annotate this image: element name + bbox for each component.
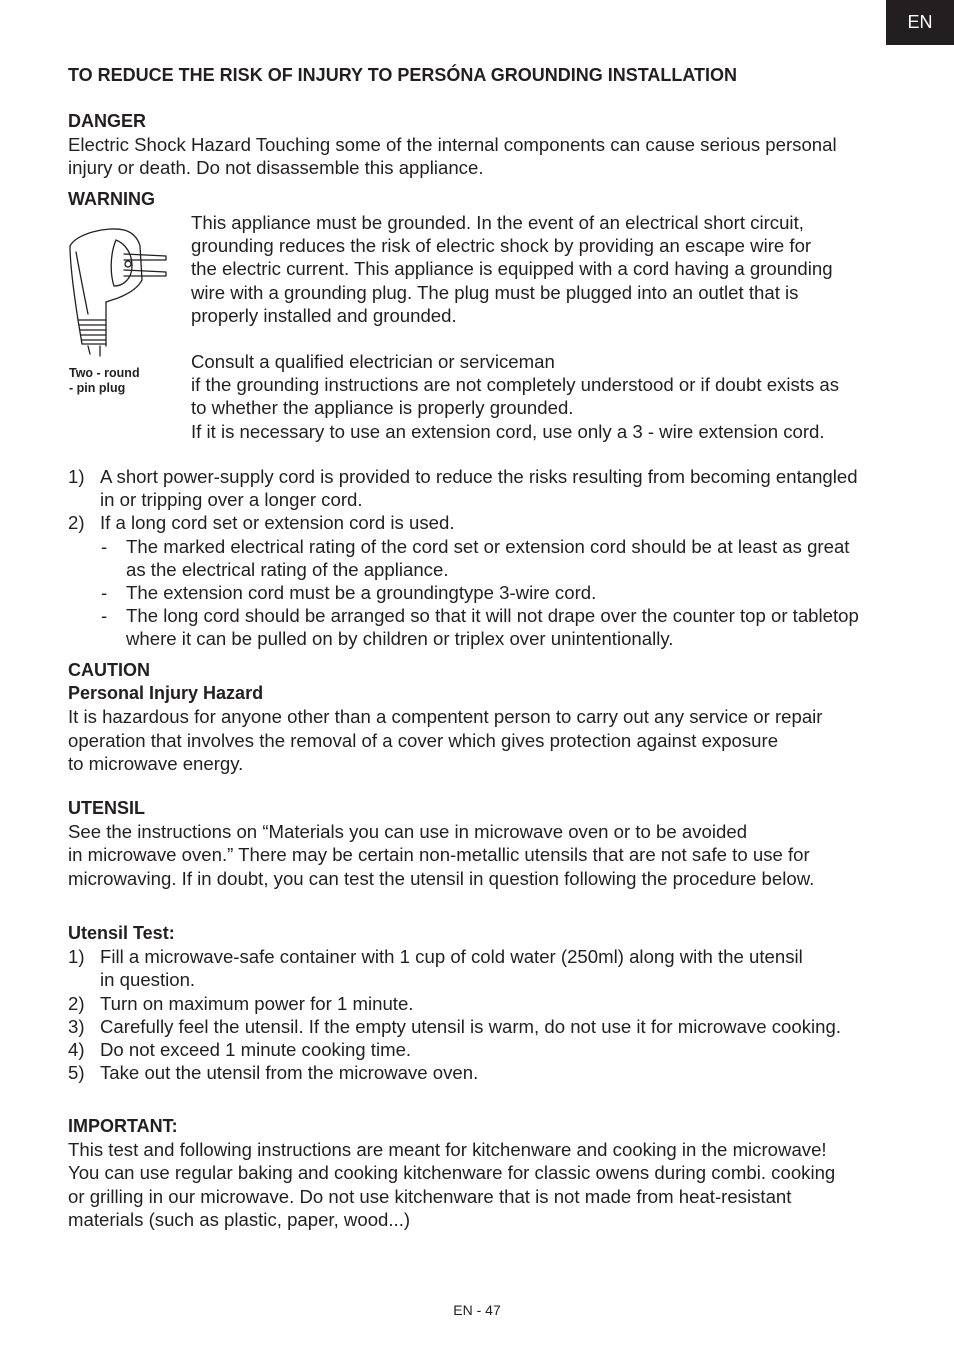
grounding-plug-illustration — [66, 224, 172, 360]
caution-line: It is hazardous for anyone other than a compentent person to carry out any service or repair — [68, 706, 823, 728]
list-number: 5) — [68, 1062, 85, 1084]
utensil-line: in microwave oven.” There may be certain non-metallic utensils that are not safe to use for — [68, 844, 810, 866]
spacer — [191, 327, 881, 350]
list-line: Fill a microwave-safe container with 1 cup of cold water (250ml) along with the utensil — [100, 946, 803, 968]
warning-line: Consult a qualified electrician or serviceman — [191, 351, 555, 373]
important-heading: IMPORTANT: — [68, 1116, 178, 1136]
plug-caption — [69, 366, 140, 396]
caution-line: operation that involves the removal of a cover which gives protection against exposure — [68, 729, 779, 751]
caution-line: to microwave energy. — [68, 752, 244, 774]
warning-line: if the grounding instructions are not completely understood or if doubt exists as — [191, 374, 840, 396]
list-number: 3) — [68, 1015, 85, 1037]
dash-marker: - — [101, 582, 108, 604]
list-line: The long cord should be arranged so that it will not drape over the counter top or tabletop — [126, 605, 859, 627]
list-line: Carefully feel the utensil. If the empty utensil is warm, do not use it for microwave cooking. — [100, 1015, 841, 1037]
important-line: You can use regular baking and cooking kitchenware for classic owens during combi. cooking — [68, 1162, 836, 1184]
list-line: in or tripping over a longer cord. — [100, 489, 363, 511]
page-title: TO REDUCE THE RISK OF INJURY TO PERSÓNA GROUNDING INSTALLATION — [68, 65, 738, 85]
list-item — [68, 1038, 888, 1061]
list-line: The marked electrical rating of the cord set or extension cord should be at least as great — [126, 535, 850, 557]
utensil-line: See the instructions on “Materials you can use in microwave oven or to be avoided — [68, 821, 748, 843]
important-line: This test and following instructions are meant for kitchenware and cooking in the microwave! — [68, 1139, 827, 1161]
list-item — [68, 1015, 888, 1038]
dash-marker: - — [101, 535, 108, 557]
plug-caption-line: - pin plug — [69, 381, 126, 395]
warning-line: grounding reduces the risk of electric shock by providing an escape wire for — [191, 235, 812, 257]
warning-heading: WARNING — [68, 189, 155, 209]
language-tab: EN — [886, 0, 954, 45]
important-section — [68, 1115, 888, 1231]
utensil-section — [68, 797, 888, 890]
dash-marker: - — [101, 605, 108, 627]
list-number: 1) — [68, 466, 85, 487]
dash-item — [68, 604, 888, 650]
list-line: A short power-supply cord is provided to reduce the risks resulting from becoming entangled — [100, 466, 858, 487]
list-item — [68, 511, 888, 534]
dash-item — [68, 581, 888, 604]
list-line: Turn on maximum power for 1 minute. — [100, 992, 414, 1014]
list-line: in question. — [100, 969, 196, 991]
caution-subheading: Personal Injury Hazard — [68, 683, 264, 704]
warning-text — [191, 211, 881, 443]
utensil-test-heading: Utensil Test: — [68, 923, 175, 943]
warning-line: This appliance must be grounded. In the event of an electrical short circuit, — [191, 212, 804, 233]
danger-section — [68, 110, 888, 180]
utensil-line: microwaving. If in doubt, you can test the utensil in question following the procedure below. — [68, 867, 815, 889]
list-number: 1) — [68, 946, 85, 968]
caution-section — [68, 659, 888, 775]
list-item — [68, 945, 888, 991]
warning-line: the electric current. This appliance is equipped with a cord having a grounding — [191, 258, 833, 280]
danger-heading: DANGER — [68, 111, 147, 131]
utensil-heading: UTENSIL — [68, 798, 146, 818]
warning-line: If it is necessary to use an extension cord, use only a 3 - wire extension cord. — [191, 420, 825, 442]
important-line: or grilling in our microwave. Do not use kitchenware that is not made from heat-resistant — [68, 1185, 792, 1207]
warning-line: properly installed and grounded. — [191, 304, 457, 326]
warning-line: wire with a grounding plug. The plug must be plugged into an outlet that is — [191, 281, 799, 303]
important-line: materials (such as plastic, paper, wood...) — [68, 1208, 411, 1230]
list-line: If a long cord set or extension cord is used. — [100, 512, 455, 534]
list-line: as the electrical rating of the appliance. — [126, 558, 449, 580]
warning-line: to whether the appliance is properly grounded. — [191, 397, 574, 419]
caution-heading: CAUTION — [68, 660, 150, 680]
list-line: The extension cord must be a groundingtype 3-wire cord. — [126, 582, 597, 604]
list-line: where it can be pulled on by children or triplex over unintentionally. — [126, 628, 674, 650]
list-number: 2) — [68, 992, 85, 1014]
list-number: 4) — [68, 1039, 85, 1061]
list-number: 2) — [68, 512, 85, 534]
list-item — [68, 465, 888, 511]
cord-list — [68, 465, 888, 651]
list-item — [68, 992, 888, 1015]
plug-caption-line: Two - round — [69, 366, 140, 380]
dash-item — [68, 535, 888, 581]
danger-line: Electric Shock Hazard Touching some of the internal components can cause serious personal — [68, 134, 837, 156]
list-line: Take out the utensil from the microwave oven. — [100, 1062, 479, 1084]
page-number: EN - 47 — [453, 1302, 501, 1318]
list-item — [68, 1061, 888, 1084]
list-line: Do not exceed 1 minute cooking time. — [100, 1039, 412, 1061]
danger-line: injury or death. Do not disassemble this appliance. — [68, 157, 484, 179]
utensil-test-section — [68, 922, 888, 1084]
